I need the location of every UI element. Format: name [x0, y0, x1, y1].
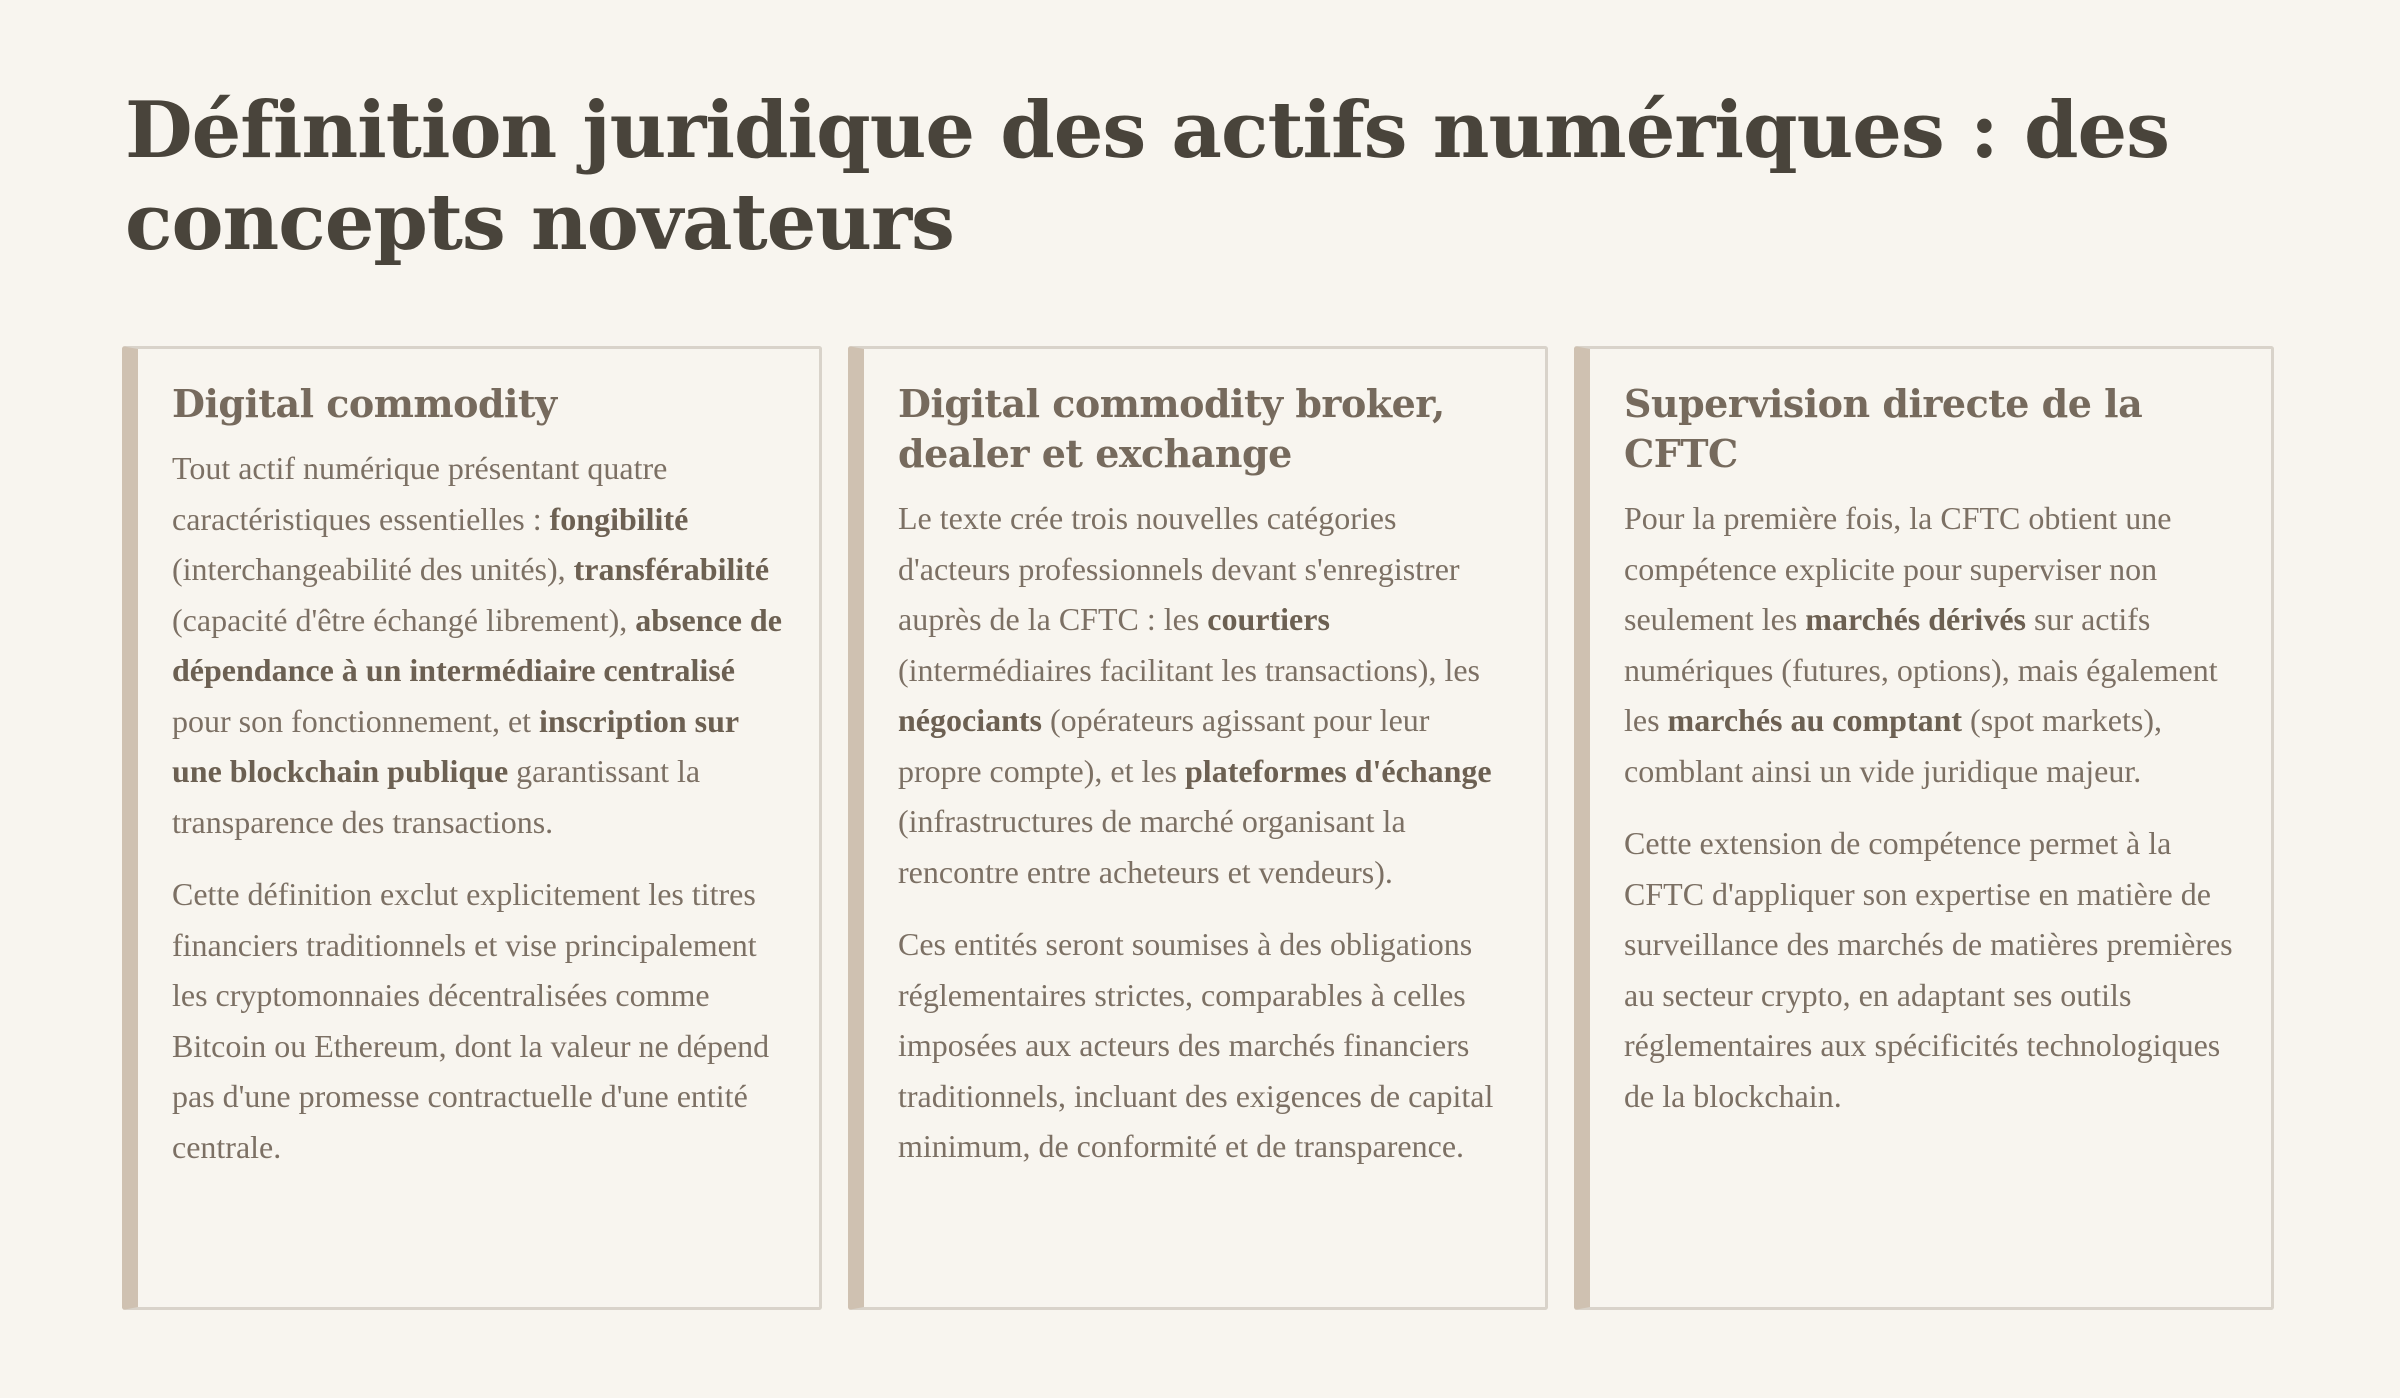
card-paragraph — [172, 443, 789, 847]
emphasized-term: fongibilité — [549, 500, 689, 537]
text-run: Cette extension de compétence permet à la CFTC d'appliquer son expertise en matière de surveillance des marchés de matières premières au secteur crypto, en adaptant ses outils réglementaires aux spécificités technologiques de la blockchain. — [1624, 825, 2233, 1114]
card-title: Digital commodity — [172, 381, 557, 426]
emphasized-term: transférabilité — [573, 551, 770, 587]
text-run: Cette définition exclut explicitement les titres financiers traditionnels et vise principalement les cryptomonnaies décentralisées comme Bitcoin ou Ethereum, dont la valeur ne dépend pas d'une promesse contractuelle d'une entité centrale. — [172, 876, 770, 1165]
card-broker-dealer-exchange — [848, 346, 1548, 1310]
card-title: Digital commodity broker, dealer et exchange — [898, 381, 1445, 476]
text-run: pour son fonctionnement, et — [172, 702, 540, 739]
text-run: Ces entités seront soumises à des obligations réglementaires strictes, comparables à celles imposées aux acteurs des marchés financiers traditionnels, incluant des exigences de capital minimum, de conformité et de transparence. — [898, 926, 1494, 1164]
emphasized-term: marchés dérivés — [1805, 601, 2026, 637]
card-paragraph — [898, 493, 1515, 897]
card-paragraph — [898, 919, 1515, 1172]
emphasized-term: plateformes d'échange — [1185, 752, 1492, 789]
card-paragraph — [1624, 493, 2241, 796]
emphasized-term: inscription sur une blockchain publique — [172, 702, 739, 789]
cards-container — [122, 346, 2274, 1310]
text-run: (opérateurs agissant pour leur propre compte), et les — [898, 702, 1430, 789]
text-run: (capacité d'être échangé librement), — [172, 601, 636, 638]
text-run: garantissant la transparence des transactions. — [172, 753, 701, 840]
text-run: Pour la première fois, la CFTC obtient une compétence explicite pour superviser non seulement les — [1624, 500, 2172, 637]
text-run: (spot markets), comblant ainsi un vide juridique majeur. — [1624, 702, 2162, 789]
text-run: (interchangeabilité des unités), — [172, 551, 574, 587]
card-cftc-supervision — [1574, 346, 2274, 1310]
text-run: Tout actif numérique présentant quatre caractéristiques essentielles : — [172, 450, 668, 537]
card-paragraph — [1624, 818, 2241, 1121]
text-run: Le texte crée trois nouvelles catégories d'acteurs professionnels devant s'enregistrer auprès de la CFTC : les — [898, 500, 1460, 637]
text-run: (intermédiaires facilitant les transactions), les — [898, 651, 1480, 688]
emphasized-term: négociants — [898, 702, 1042, 738]
card-title: Supervision directe de la CFTC — [1624, 381, 2143, 476]
card-paragraph — [172, 869, 789, 1172]
emphasized-term: courtiers — [1207, 601, 1330, 637]
text-run: sur actifs numériques (futures, options), mais également les — [1624, 601, 2218, 738]
text-run: (infrastructures de marché organisant la rencontre entre acheteurs et vendeurs). — [898, 803, 1406, 890]
emphasized-term: absence de dépendance à un intermédiaire centralisé — [172, 601, 782, 688]
page-title: Définition juridique des actifs numériques : des concepts novateurs — [125, 85, 2170, 268]
emphasized-term: marchés au comptant — [1667, 702, 1963, 738]
card-digital-commodity — [122, 346, 822, 1310]
